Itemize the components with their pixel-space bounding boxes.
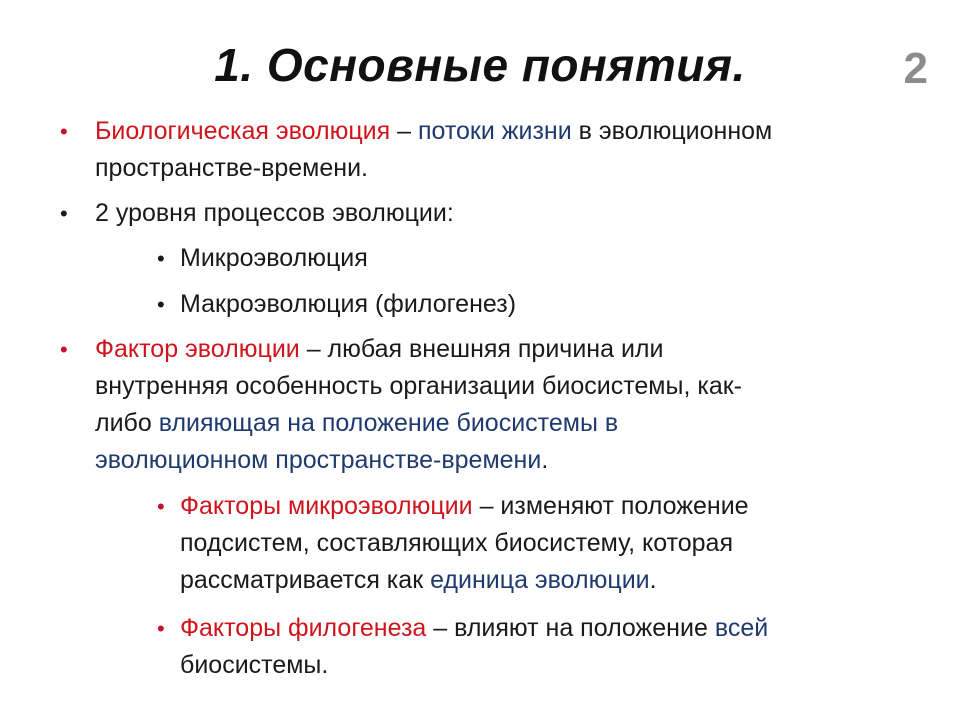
sub-bullet-microevolution-factors <box>180 488 749 525</box>
term-phylogenesis-factors: Факторы филогенеза <box>180 614 427 642</box>
bullet-evolution-factor <box>95 331 663 368</box>
text: . <box>541 446 549 474</box>
text: – влияют на положение <box>426 614 715 642</box>
bullet-icon: • <box>60 201 68 226</box>
sub-bullet-phylogenesis-factors <box>180 610 768 647</box>
bullet-icon: • <box>157 616 165 641</box>
text: в эволюционном <box>571 117 773 145</box>
highlight-whole: всей <box>714 614 769 642</box>
slide-title: 1. Основные понятия. <box>214 39 746 91</box>
bullet-biological-evolution-line2: пространстве-времени. <box>95 154 368 182</box>
highlight-evolutionary-space-time: эволюционном пространстве-времени <box>95 446 542 474</box>
text: рассматривается как <box>180 566 431 594</box>
bullet-icon: • <box>60 337 68 362</box>
highlight-affecting-position: влияющая на положение биосистемы в <box>158 409 619 437</box>
sub-bullet-phylogenesis-factors-line2: биосистемы. <box>180 651 329 679</box>
bullet-biological-evolution <box>95 113 772 150</box>
dash: – <box>390 117 418 145</box>
sub-bullet-microevolution: Микроэволюция <box>180 244 368 272</box>
term-microevolution-factors: Факторы микроэволюции <box>180 492 473 520</box>
slide-number: 2 <box>903 44 928 93</box>
text: либо <box>95 409 159 437</box>
sub-bullet-macroevolution: Макроэволюция (филогенез) <box>180 290 517 318</box>
term-evolution-factor: Фактор эволюции <box>95 335 300 363</box>
text: . <box>649 566 657 594</box>
bullet-two-levels: 2 уровня процессов эволюции: <box>95 199 454 227</box>
sub-bullet-microevolution-factors-line3 <box>180 562 657 599</box>
bullet-evolution-factor-line4 <box>95 442 548 479</box>
highlight-unit-of-evolution: единица эволюции <box>430 566 650 594</box>
sub-bullet-microevolution-factors-line2: подсистем, составляющих биосистему, которая <box>180 529 733 557</box>
bullet-evolution-factor-line2: внутренняя особенность организации биосистемы, как- <box>95 372 742 400</box>
term-biological-evolution: Биологическая эволюция <box>95 117 391 145</box>
text: – изменяют положение <box>472 492 749 520</box>
bullet-icon: • <box>157 246 165 271</box>
bullet-icon: • <box>157 494 165 519</box>
bullet-evolution-factor-line3 <box>95 405 618 442</box>
bullet-icon: • <box>60 119 68 144</box>
highlight-flows-of-life: потоки жизни <box>417 117 572 145</box>
text: – любая внешняя причина или <box>299 335 664 363</box>
bullet-icon: • <box>157 292 165 317</box>
